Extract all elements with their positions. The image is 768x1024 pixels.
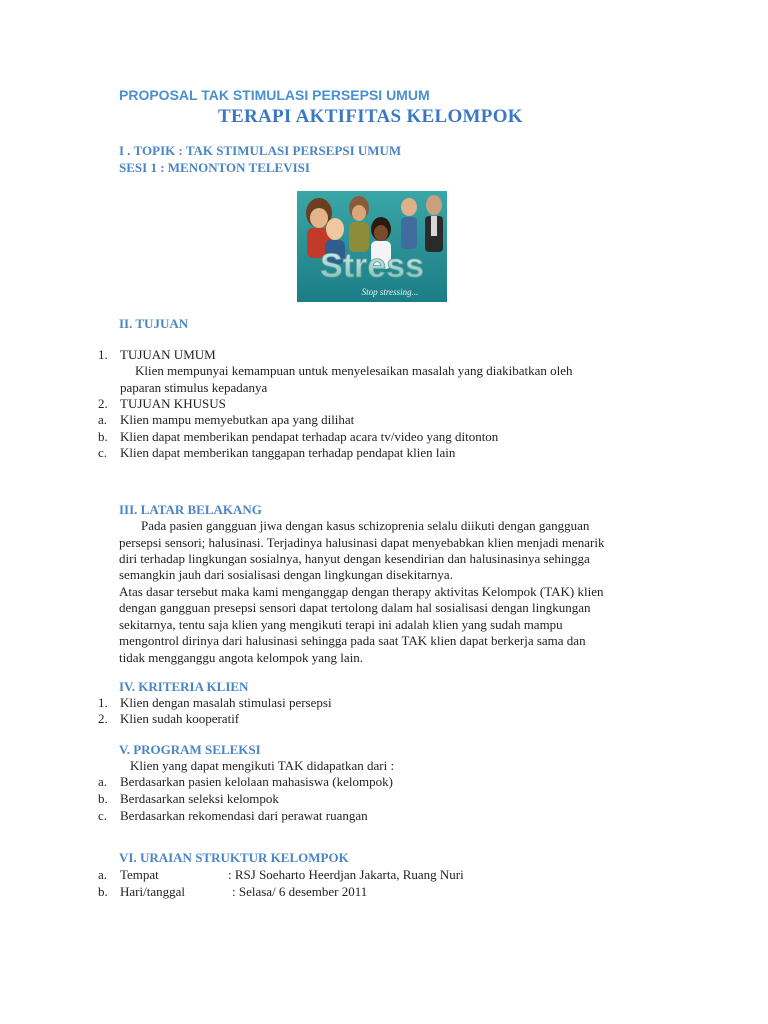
list-marker: 2. <box>98 396 108 411</box>
list-marker: c. <box>98 445 108 460</box>
list-marker: c. <box>98 808 108 823</box>
list-item <box>98 808 368 824</box>
list-item-text: Klien dapat memberikan pendapat terhadap acara tv/video yang ditonton <box>120 429 499 444</box>
list-item-text: Klien sudah kooperatif <box>120 711 240 726</box>
stress-caption: Stop stressing... <box>361 287 419 297</box>
latar-line: tidak mengganggu angota kelompok yang lain. <box>119 650 364 665</box>
list-item-text: Berdasarkan rekomendasi dari perawat ruangan <box>120 808 368 823</box>
struktur-heading: VI. URAIAN STRUKTUR KELOMPOK <box>119 850 349 865</box>
list-item-text: Berdasarkan pasien kelolaan mahasiswa (kelompok) <box>120 774 393 789</box>
stress-word: Stress <box>320 247 424 285</box>
latar-heading: III. LATAR BELAKANG <box>119 502 262 517</box>
list-marker: a. <box>98 412 108 427</box>
tujuan-khusus-item <box>98 396 226 412</box>
topik-heading: I . TOPIK : TAK STIMULASI PERSEPSI UMUM <box>119 143 402 158</box>
seleksi-heading: V. PROGRAM SELEKSI <box>119 742 261 757</box>
latar-line: persepsi sensori; halusinasi. Terjadinya halusinasi dapat menyebabkan klien menjadi menarik <box>119 535 605 550</box>
list-marker: b. <box>98 884 108 899</box>
list-marker: 2. <box>98 711 108 726</box>
field-value: : Selasa/ 6 desember 2011 <box>232 884 368 899</box>
list-item <box>98 412 354 428</box>
list-item <box>98 711 239 727</box>
document-subtitle: TERAPI AKTIFITAS KELOMPOK <box>218 106 523 127</box>
list-item <box>98 429 498 445</box>
list-item <box>98 791 279 807</box>
list-item <box>98 695 332 711</box>
tujuan-heading: II. TUJUAN <box>119 316 189 331</box>
tujuan-umum-label: TUJUAN UMUM <box>120 347 216 362</box>
tujuan-khusus-label: TUJUAN KHUSUS <box>120 396 226 411</box>
latar-line: Pada pasien gangguan jiwa dengan kasus schizoprenia selalu diikuti dengan gangguan <box>141 518 590 533</box>
kriteria-heading: IV. KRITERIA KLIEN <box>119 679 249 694</box>
stress-illustration <box>297 191 447 302</box>
list-item <box>98 884 367 900</box>
latar-line: mengontrol dirinya dari halusinasi sehingga pada saat TAK klien dapat berkerja sama dan <box>119 633 586 648</box>
list-item-text: Klien dapat memberikan tanggapan terhadap pendapat klien lain <box>120 445 456 460</box>
list-marker: a. <box>98 774 108 789</box>
latar-line: semangkin jauh dari sosialisasi dengan lingkungan disekitarnya. <box>119 567 453 582</box>
list-marker: 1. <box>98 347 108 362</box>
tujuan-umum-item <box>98 347 216 363</box>
latar-line: sekitarnya, tentu saja klien yang mengikuti terapi ini adalah klien yang sudah mampu <box>119 617 563 632</box>
list-item <box>98 867 464 883</box>
list-item-text: Klien dengan masalah stimulasi persepsi <box>120 695 332 710</box>
tujuan-umum-text-1: Klien mempunyai kemampuan untuk menyelesaikan masalah yang diakibatkan oleh <box>135 363 573 378</box>
list-item <box>98 774 393 790</box>
document-title: PROPOSAL TAK STIMULASI PERSEPSI UMUM <box>119 87 430 103</box>
list-item <box>98 445 455 461</box>
latar-line: diri terhadap lingkungan sosialnya, hanyut dengan kesendirian dan halusinasinya sehingga <box>119 551 590 566</box>
list-marker: b. <box>98 429 108 444</box>
list-item-text: Berdasarkan seleksi kelompok <box>120 791 279 806</box>
list-item-text: Klien mampu memyebutkan apa yang dilihat <box>120 412 355 427</box>
list-marker: b. <box>98 791 108 806</box>
seleksi-intro: Klien yang dapat mengikuti TAK didapatkan dari : <box>130 758 395 773</box>
field-value: : RSJ Soeharto Heerdjan Jakarta, Ruang Nuri <box>228 867 464 882</box>
sesi-heading: SESI 1 : MENONTON TELEVISI <box>119 160 310 175</box>
list-marker: 1. <box>98 695 108 710</box>
latar-line: dengan gangguan presepsi sensori dapat tertolong dalam hal sosialisasi dengan lingkungan <box>119 600 591 615</box>
field-label: Hari/tanggal <box>120 884 185 899</box>
list-marker: a. <box>98 867 108 882</box>
latar-line: Atas dasar tersebut maka kami menganggap dengan therapy aktivitas Kelompok (TAK) klien <box>119 584 604 599</box>
field-label: Tempat <box>120 867 159 882</box>
tujuan-umum-text-2: paparan stimulus kepadanya <box>120 380 268 395</box>
